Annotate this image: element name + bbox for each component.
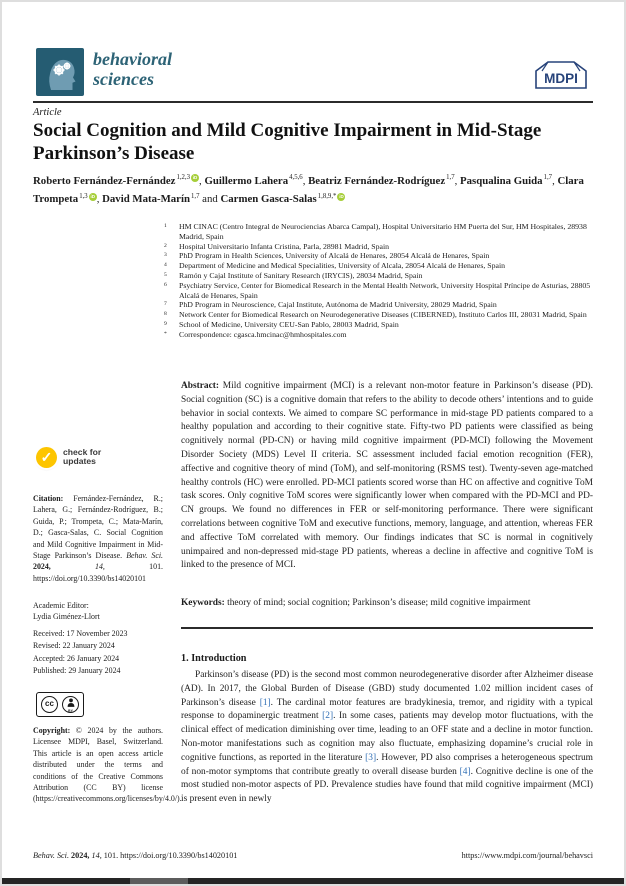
- scrollbar-thumb[interactable]: [130, 878, 188, 886]
- correspondence-email[interactable]: Correspondence: cgasca.hmcinac@hmhospitales.com: [179, 329, 347, 339]
- header-divider: [33, 101, 593, 103]
- check-for-updates-badge[interactable]: [36, 440, 140, 474]
- abstract-label: Abstract:: [181, 381, 220, 391]
- affiliations-list: [164, 222, 596, 340]
- doi-link[interactable]: 101. https://doi.org/10.3390/bs14020101: [33, 562, 163, 583]
- svg-text:MDPI: MDPI: [544, 71, 578, 86]
- affiliation-item: 5 Ramón y Cajal Institute of Sanitary Research (IRYCIS), 28034 Madrid, Spain: [164, 270, 423, 280]
- keywords-text: theory of mind; social cognition; Parkinson’s disease; mild cognitive impairment: [227, 598, 531, 608]
- accepted-date: Accepted: 26 January 2024: [33, 653, 120, 663]
- orcid-icon[interactable]: iD: [192, 175, 198, 180]
- keywords-label: Keywords:: [181, 598, 225, 608]
- orcid-icon[interactable]: iD: [90, 193, 95, 199]
- check-icon: ✓: [36, 447, 57, 468]
- footer-citation: Behav. Sci. 2024, 14, 101. https://doi.org/10.3390/bs14020101: [33, 851, 238, 860]
- footer-journal-url[interactable]: https://www.mdpi.com/journal/behavsci: [461, 851, 593, 860]
- academic-editor-block: Academic Editor: Lydia Giménez-Llort: [33, 601, 100, 622]
- section-heading-introduction: 1. Introduction: [181, 653, 247, 664]
- check-for-updates-label: check for updates: [63, 446, 102, 466]
- affiliation-item: 8 Network Center for Biomedical Research on Neurodegenerative Diseases (CIBERNED), Instituto Carlos III, 28031 Madrid, Spain: [164, 310, 587, 320]
- affiliation-item: 4 Department of Medicine and Medical Specialities, University of Alcala, 28054 Alcalá de Henares, Spain: [164, 261, 506, 271]
- journal-logo-icon: [36, 48, 84, 96]
- affiliation-item: 7 PhD Program in Neuroscience, Cajal Institute, Autónoma de Madrid University, 28029 Madrid, Spain: [164, 300, 497, 310]
- affiliation-item: 1 HM CINAC (Centro Integral de Neurociencias Abarca Campal), Hospital Universitario HM Puerta del Sur, HM Hospitales, 28938 Madrid, Spain: [164, 222, 587, 241]
- keywords: [181, 597, 593, 611]
- author: Roberto Fernández-Fernández$^{1,2,3}$ iD ,: [33, 174, 205, 187]
- article-type-label: Article: [33, 107, 62, 118]
- citation-ref-4[interactable]: [4]: [459, 766, 471, 777]
- correspondence-item: * Correspondence: cgasca.hmcinac@hmhospitales.com: [164, 330, 596, 340]
- author: David Mata-Marín$^{1,7}$ and: [102, 192, 221, 206]
- keywords-divider: [181, 627, 593, 629]
- author: Carmen Gasca-Salas$^{1,8,9,*}$ iD: [220, 192, 344, 206]
- abstract: [181, 380, 593, 573]
- cc-by-license-icon[interactable]: [36, 692, 84, 717]
- person-icon: BY: [62, 696, 79, 713]
- citation-ref-3[interactable]: [3]: [365, 752, 377, 763]
- citation-block: Citation: Fernández-Fernández, R.; Lahera, G.; Fernández-Rodríguez, B.; Guida, P.; Trompeta, C.; Mata-Marín, D.; Gasca-Salas, C. Social Cognition and Mild Cognitive Impairment in Mid-Stage Parkinson’s Disease. Behav. Sci. 2024, 14, 101. https://doi.org/10.3390/bs14020101: [33, 494, 164, 583]
- orcid-icon[interactable]: iD: [339, 193, 344, 199]
- citation-ref-1[interactable]: [1]: [259, 697, 271, 708]
- published-date: Published: 29 January 2024: [33, 665, 121, 675]
- citation-ref-2[interactable]: [2]: [322, 711, 334, 722]
- page-title: Social Cognition and Mild Cognitive Impairment in Mid-Stage Parkinson’s Disease: [33, 120, 542, 164]
- cc-icon: cc: [41, 696, 58, 713]
- introduction-paragraph: Parkinson’s disease (PD) is the second most common neurodegenerative disorder after Alzheimer disease (AD). In 2017, the Global Burden of Disease (GBD) study documented 1.02 million incident cases of Parkinson’s disease [1]. The cardinal motor features are bradykinesia, tremor, and rigidity with a typical response to dopaminergic treatment [2]. In some cases, patients may develop motor fluctuations, with the clinical effect of medication diminishing over time, leading to an OFF state and a decline in motor function. Non-motor manifestations such as cognition may also fluctuate, emphasizing dopamine’s crucial role in cognitive functions, as reported in the literature [3]. However, PD also comprises a heterogeneous spectrum of non-motor symptoms that contribute greatly to overall disease burden [4]. Cognitive decline is one of the most studied non-motor aspects of PD. Prevalence studies have found that mild cognitive impairment (MCI) is present even in newly: [181, 670, 594, 805]
- authors-line: [33, 170, 591, 207]
- author: Beatriz Fernández-Rodríguez$^{1,7}$,: [308, 174, 461, 187]
- mdpi-logo-icon[interactable]: [528, 58, 594, 96]
- author: Pasqualina Guida$^{1,7}$,: [460, 174, 558, 187]
- revised-date: Revised: 22 January 2024: [33, 641, 115, 651]
- author: Guillermo Lahera$^{4,5,6}$,: [204, 174, 309, 187]
- received-date: Received: 17 November 2023: [33, 629, 128, 638]
- author: Clara Trompeta$^{1,3}$ iD ,: [33, 174, 584, 206]
- abstract-text: Mild cognitive impairment (MCI) is a relevant non-motor feature in Parkinson’s disease (PD). Social cognition (SC) is a cognitive domain that refers to the ability to decode others’ intentions and to guide behavior in social contexts. We aimed to compare SC performance in mid-stage PD patients compared to a healthy population and according to their cognitive state. Fifty-two PD patients were classified as being cognitively normal (PD-CN) or having mild cognitive impairment (PD-MCI) following the Movement Disorder Society (MDS) Level II criteria. SC assessment included facial emotion recognition (FER), affective and cognitive theory of mind (ToM), and self-monitoring (RSMS test). Twenty-seven age-matched healthy controls (HC) were enrolled. PD-MCI patients scored worse than HC on affective and cognitive ToM task scores. Only cognitive ToM scores were significantly lower when compared with the PD-MCI and PD-CN groups. We found no differences in FER or self-monitoring performance. There were significant correlations between cognitive ToM and executive functions, memory, language, and attention, whereas FER and affective ToM correlated with memory. Our findings indicates that SC is normal in cognitively unimpaired and non-depressed mid-stage PD patients, whereas a decline in affective and cognitive ToM is linked to the presence of MCI.: [181, 381, 594, 571]
- history-dates-block: [33, 628, 163, 677]
- footer-doi-link[interactable]: 101. https://doi.org/10.3390/bs14020101: [103, 851, 238, 860]
- copyright-block: Copyright: © 2024 by the authors. Licensee MDPI, Basel, Switzerland. This article is an open access article distributed under the terms and conditions of the Creative Commons Attribution (CC BY) license (https://creativecommons.org/licenses/by/4.0/).: [33, 726, 182, 804]
- affiliation-item: 9 School of Medicine, University CEU-San Pablo, 28003 Madrid, Spain: [164, 319, 399, 329]
- affiliation-item: 2 Hospital Universitario Infanta Cristina, Parla, 28981 Madrid, Spain: [164, 241, 390, 251]
- bottom-scrollbar[interactable]: [0, 878, 626, 886]
- affiliation-item: 6 Psychiatry Service, Center for Biomedical Research in the Mental Health Network, University Hospital Príncipe de Asturias, 28805 Alcalá de Henares, Spain: [164, 280, 591, 300]
- affiliation-item: 3 PhD Program in Health Sciences, University of Alcalá de Henares, 28054 Alcalá de Henares, Spain: [164, 251, 490, 261]
- journal-title: behavioral sciences: [93, 49, 172, 89]
